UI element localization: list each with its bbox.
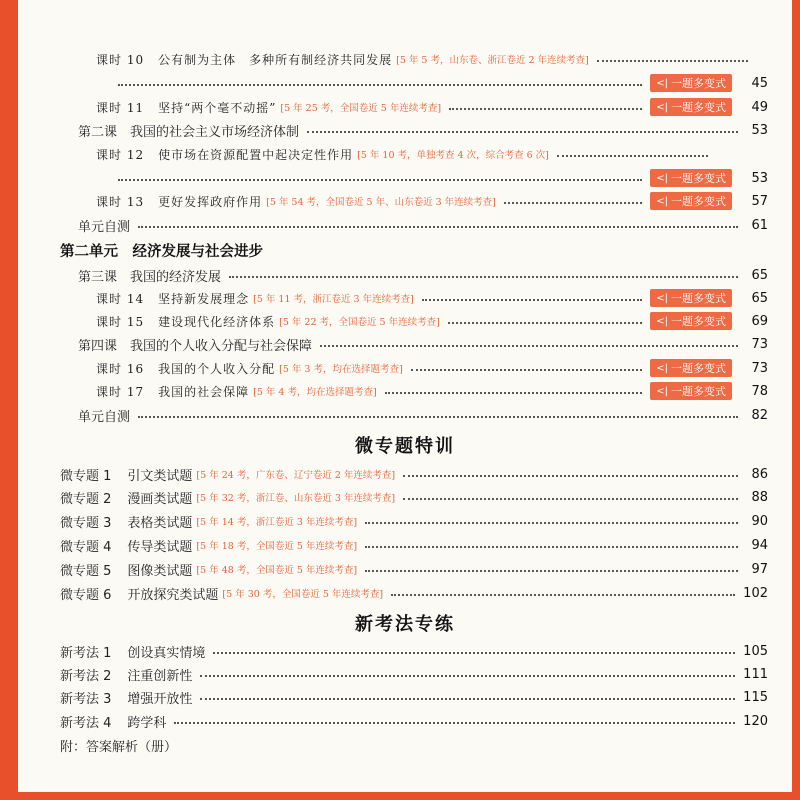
- course-title: 第四课 我国的个人收入分配与社会保障: [78, 338, 313, 354]
- page-number: 53: [751, 170, 768, 186]
- toc-entry-lesson-13[interactable]: [96, 190, 768, 212]
- page-number: 102: [743, 585, 768, 601]
- dot-leader: [411, 369, 643, 371]
- page-number: 78: [751, 383, 768, 399]
- toc-entry-lesson-12[interactable]: [96, 143, 716, 165]
- exam-note: [5 年 24 考，广东卷、辽宁卷近 2 年连续考查]: [196, 470, 396, 481]
- dot-leader: [138, 226, 738, 228]
- newexam-title: 创设真实情境: [127, 645, 206, 661]
- variant-badge[interactable]: <| 一题多变式: [650, 359, 732, 377]
- variant-badge[interactable]: <| 一题多变式: [650, 312, 732, 330]
- dot-leader: [597, 60, 748, 62]
- page-number: 65: [751, 290, 768, 306]
- micro-section-title: 微专题特训: [355, 436, 455, 457]
- page-number: 49: [751, 99, 768, 115]
- lesson-label: 课时 10: [96, 52, 145, 67]
- variant-badge[interactable]: <| 一题多变式: [650, 98, 732, 116]
- exam-note: [5 年 48 考，全国卷近 5 年连续考查]: [196, 565, 358, 576]
- dot-leader: [213, 652, 735, 654]
- exam-note: [5 年 54 考，全国卷近 5 年、山东卷近 3 年连续考查]: [266, 197, 496, 208]
- dot-leader: [307, 131, 738, 133]
- test-title: 单元自测: [78, 409, 131, 425]
- dot-leader: [320, 345, 738, 347]
- micro-title: 表格类试题: [127, 515, 193, 531]
- page-number: 73: [751, 336, 768, 352]
- share-icon: <|: [656, 362, 668, 374]
- dot-leader: [504, 202, 642, 204]
- page-number: 45: [751, 75, 768, 91]
- page-number: 57: [751, 193, 768, 209]
- exam-note: [5 年 22 考，全国卷近 5 年连续考查]: [279, 317, 440, 328]
- dot-leader: [200, 698, 735, 700]
- lesson-title: 公有制为主体 多种所有制经济共同发展: [158, 52, 393, 67]
- micro-title: 漫画类试题: [127, 491, 193, 507]
- newexam-label: 新考法 2: [60, 668, 112, 684]
- dot-leader: [557, 155, 708, 157]
- toc-entry-newexam-4[interactable]: [60, 710, 768, 732]
- exam-note: [5 年 18 考，全国卷近 5 年连续考查]: [196, 541, 358, 552]
- toc-page: [18, 0, 792, 792]
- dot-leader: [200, 675, 735, 677]
- micro-label: 微专题 3: [60, 515, 112, 531]
- newexam-label: 新考法 4: [60, 715, 112, 731]
- page-number: 61: [751, 217, 768, 233]
- dot-leader: [365, 570, 738, 572]
- micro-title: 引文类试题: [127, 468, 193, 484]
- newexam-label: 新考法 1: [60, 645, 112, 661]
- toc-entry-micro-6[interactable]: [60, 582, 768, 604]
- variant-badge[interactable]: <| 一题多变式: [650, 74, 732, 92]
- page-number: 53: [751, 122, 768, 138]
- variant-badge[interactable]: <| 一题多变式: [650, 382, 732, 400]
- newexam-title: 跨学科: [127, 715, 167, 731]
- lesson-label: 课时 11: [96, 100, 145, 115]
- micro-title: 开放探究类试题: [127, 587, 219, 603]
- dot-leader: [118, 179, 642, 181]
- toc-entry-lesson-15[interactable]: [96, 310, 768, 332]
- toc-entry-unit-2-test[interactable]: [78, 404, 768, 426]
- page-number: 120: [743, 713, 768, 729]
- micro-label: 微专题 1: [60, 468, 112, 484]
- course-title: 第二课 我国的社会主义市场经济体制: [78, 124, 300, 140]
- page-number: 82: [751, 407, 768, 423]
- unit-title: 第二单元 经济发展与社会进步: [60, 243, 263, 260]
- toc-entry-lesson-14[interactable]: [96, 287, 768, 309]
- exam-note: [5 年 3 考，均在选择题考查]: [279, 364, 403, 375]
- newexam-title: 注重创新性: [127, 668, 193, 684]
- toc-entry-micro-4[interactable]: [60, 534, 768, 556]
- newexam-label: 新考法 3: [60, 691, 112, 707]
- micro-title: 传导类试题: [127, 539, 193, 555]
- share-icon: <|: [656, 77, 668, 89]
- lesson-title: 坚持“两个毫不动摇”: [158, 100, 277, 115]
- toc-entry-lesson-12-cont[interactable]: [118, 167, 768, 189]
- lesson-title: 建设现代化经济体系: [158, 314, 276, 329]
- lesson-label: 课时 16: [96, 361, 145, 376]
- page-number: 97: [751, 561, 768, 577]
- toc-entry-lesson-11[interactable]: [96, 96, 768, 118]
- appendix-text: 附：答案解析（册）: [60, 739, 178, 755]
- toc-entry-micro-3[interactable]: [60, 510, 768, 532]
- dot-leader: [449, 108, 642, 110]
- dot-leader: [391, 594, 735, 596]
- toc-entry-course-2[interactable]: [78, 119, 768, 141]
- lesson-title: 我国的社会保障: [158, 384, 250, 399]
- variant-badge[interactable]: <| 一题多变式: [650, 169, 732, 187]
- page-number: 94: [751, 537, 768, 553]
- variant-badge[interactable]: <| 一题多变式: [650, 289, 732, 307]
- toc-entry-lesson-10-cont[interactable]: [118, 72, 768, 94]
- toc-entry-newexam-2[interactable]: [60, 663, 768, 685]
- lesson-label: 课时 15: [96, 314, 145, 329]
- newexam-title: 增强开放性: [127, 691, 193, 707]
- lesson-title: 更好发挥政府作用: [158, 194, 263, 209]
- dot-leader: [403, 498, 738, 500]
- dot-leader: [138, 416, 738, 418]
- exam-note: [5 年 32 考，浙江卷、山东卷近 3 年连续考查]: [196, 493, 396, 504]
- lesson-title: 我国的个人收入分配: [158, 361, 276, 376]
- toc-entry-newexam-1[interactable]: [60, 640, 768, 662]
- share-icon: <|: [656, 172, 668, 184]
- micro-label: 微专题 4: [60, 539, 112, 555]
- page-number: 73: [751, 360, 768, 376]
- test-title: 单元自测: [78, 219, 131, 235]
- micro-label: 微专题 5: [60, 563, 112, 579]
- lesson-title: 使市场在资源配置中起决定性作用: [158, 147, 354, 162]
- page-number: 90: [751, 513, 768, 529]
- page-number: 88: [751, 489, 768, 505]
- toc-entry-course-4[interactable]: [78, 333, 768, 355]
- exam-note: [5 年 5 考，山东卷、浙江卷近 2 年连续考查]: [396, 55, 589, 66]
- exam-note: [5 年 25 考，全国卷近 5 年连续考查]: [280, 103, 442, 114]
- toc-entry-unit-2[interactable]: [60, 239, 360, 261]
- dot-leader: [365, 522, 738, 524]
- newexam-section-title: 新考法专练: [355, 614, 455, 635]
- toc-entry-micro-2[interactable]: [60, 486, 768, 508]
- exam-note: [5 年 11 考，浙江卷近 3 年连续考查]: [253, 294, 414, 305]
- dot-leader: [174, 722, 735, 724]
- share-icon: <|: [656, 315, 668, 327]
- share-icon: <|: [656, 195, 668, 207]
- toc-entry-micro-5[interactable]: [60, 558, 768, 580]
- toc-entry-appendix[interactable]: [60, 734, 360, 756]
- toc-entry-lesson-17[interactable]: [96, 380, 768, 402]
- exam-note: [5 年 4 考，均在选择题考查]: [253, 387, 377, 398]
- dot-leader: [403, 475, 738, 477]
- dot-leader: [229, 276, 738, 278]
- page-number: 105: [743, 643, 768, 659]
- exam-note: [5 年 10 考，单独考查 4 次，综合考查 6 次]: [357, 150, 549, 161]
- exam-note: [5 年 30 考，全国卷近 5 年连续考查]: [222, 589, 384, 600]
- page-number: 65: [751, 267, 768, 283]
- lesson-label: 课时 13: [96, 194, 145, 209]
- toc-entry-lesson-10[interactable]: [96, 48, 756, 70]
- exam-note: [5 年 14 考，浙江卷近 3 年连续考查]: [196, 517, 358, 528]
- toc-entry-newexam-3[interactable]: [60, 686, 768, 708]
- toc-entry-course-3[interactable]: [78, 264, 768, 286]
- dot-leader: [448, 322, 642, 324]
- page-number: 69: [751, 313, 768, 329]
- share-icon: <|: [656, 385, 668, 397]
- page-number: 115: [743, 689, 768, 705]
- dot-leader: [422, 299, 642, 301]
- page-number: 86: [751, 466, 768, 482]
- dot-leader: [118, 84, 642, 86]
- dot-leader: [365, 546, 738, 548]
- lesson-label: 课时 17: [96, 384, 145, 399]
- lesson-title: 坚持新发展理念: [158, 291, 250, 306]
- micro-title: 图像类试题: [127, 563, 193, 579]
- dot-leader: [385, 392, 643, 394]
- share-icon: <|: [656, 101, 668, 113]
- toc-entry-lesson-16[interactable]: [96, 357, 768, 379]
- toc-entry-micro-1[interactable]: [60, 463, 768, 485]
- course-title: 第三课 我国的经济发展: [78, 269, 222, 285]
- toc-entry-unit-1-test[interactable]: [78, 214, 768, 236]
- lesson-label: 课时 14: [96, 291, 145, 306]
- page-number: 111: [743, 666, 768, 682]
- micro-label: 微专题 2: [60, 491, 112, 507]
- micro-label: 微专题 6: [60, 587, 112, 603]
- variant-badge[interactable]: <| 一题多变式: [650, 192, 732, 210]
- share-icon: <|: [656, 292, 668, 304]
- lesson-label: 课时 12: [96, 147, 145, 162]
